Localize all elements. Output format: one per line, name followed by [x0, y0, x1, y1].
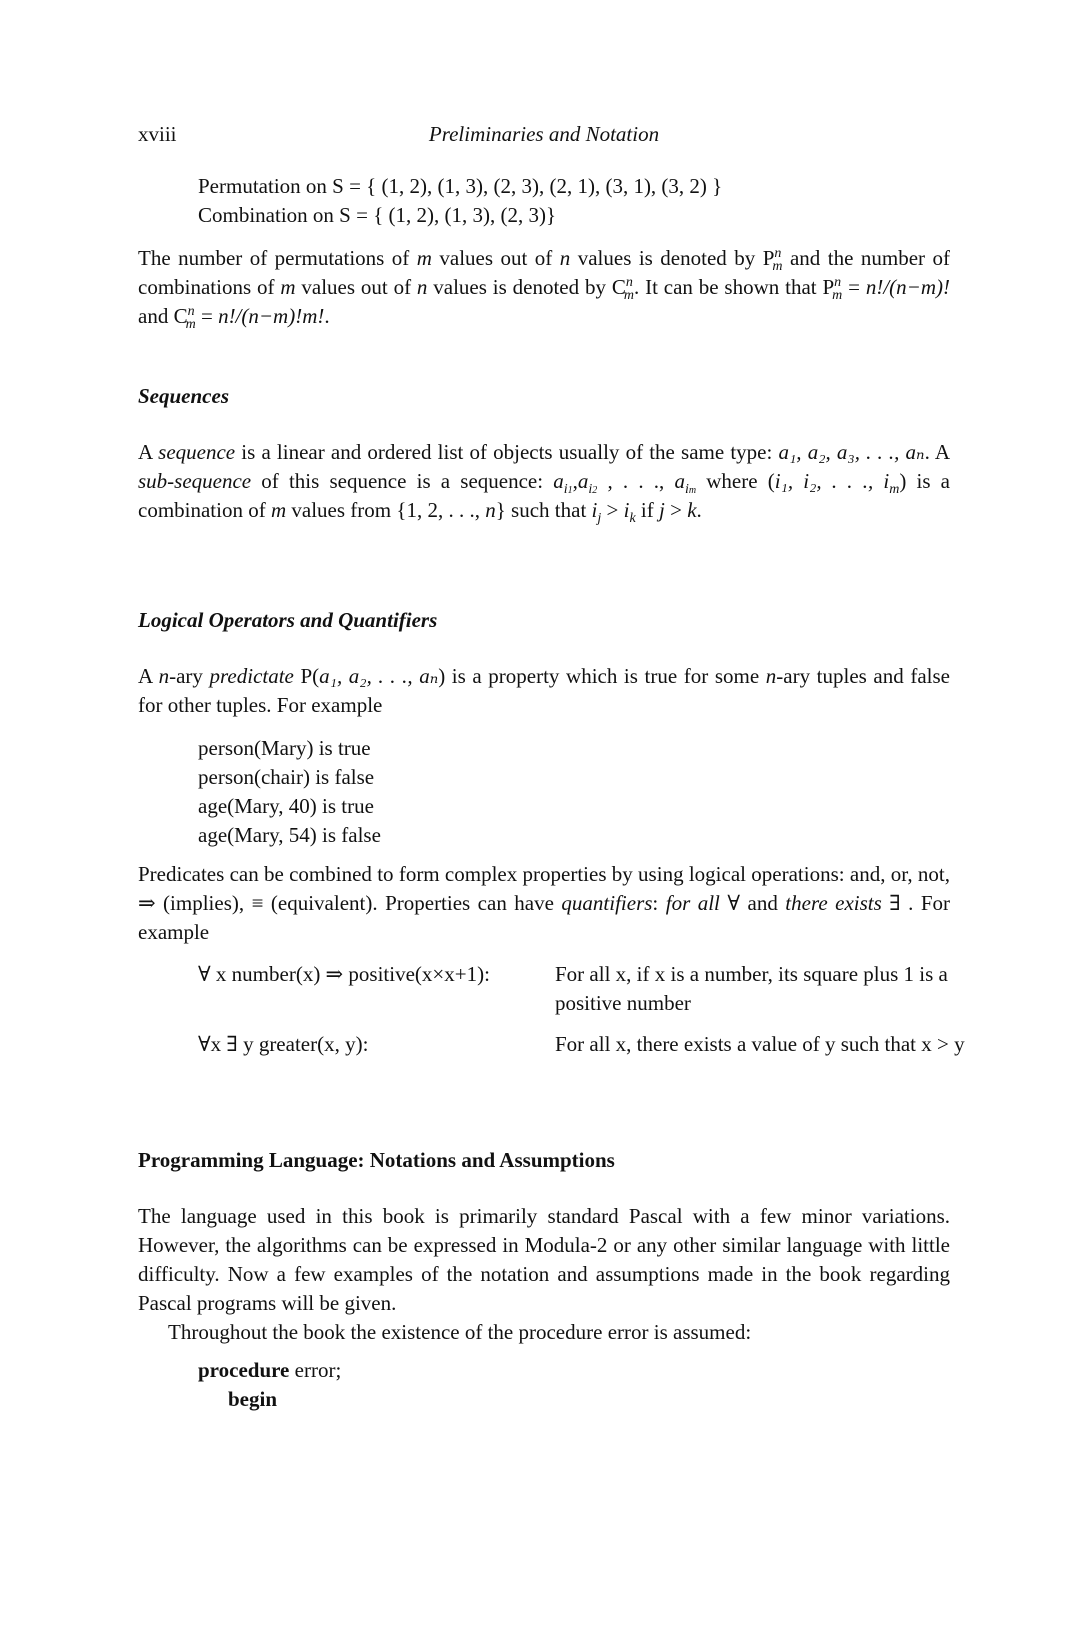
page-number: xviii [138, 122, 177, 146]
page-header [138, 120, 950, 150]
predicate-paragraph: A n-ary predictate P(a₁, a₂, . . ., aₙ) is a property which is true for some n-ary tuples and false for other tuples. For example [138, 664, 950, 717]
sequences-heading: Sequences [138, 384, 229, 408]
running-title: Preliminaries and Notation [428, 122, 660, 146]
example-line: person(Mary) is true [198, 736, 371, 760]
formula-description: For all x, there exists a value of y such that x > y [555, 1032, 965, 1056]
code-example: procedure error; begin [198, 1358, 342, 1411]
programming-paragraph: The language used in this book is primarily standard Pascal with a few minor variations. However, the algorithms can be expressed in Modula-2 or any other similar language with little difficulty. Now a few examples of the notation and assumptions made in the book regarding Pascal programs will be given. Throughout the book the existence of the procedure error is assumed: [138, 1204, 950, 1344]
formula: ∀ x number(x) ⇒ positive(x×x+1): [198, 962, 490, 986]
example-line: age(Mary, 40) is true [198, 794, 374, 818]
programming-heading: Programming Language: Notations and Assumptions [138, 1148, 615, 1172]
operators-paragraph: Predicates can be combined to form complex properties by using logical operations: and, or, not, ⇒ (implies), ≡ (equivalent). Properties can have quantifiers: for all ∀ and there exists ∃ . For example [138, 862, 951, 944]
count-paragraph: The number of permutations of m values out of n values is denoted by $P^n_m$ and the number of combinations of m values out of n values is denoted by $C^n_m$. It can be shown that $P^n_m = n!/(n-m)$! and $C^n_m = n!/(n-m)!m$!. [138, 246, 950, 333]
quantifier-example-1 [138, 960, 1010, 1018]
example-line: age(Mary, 54) is false [198, 823, 381, 847]
formula-description: For all x, if x is a number, its square plus 1 is a positive number [555, 962, 948, 1015]
formula: ∀x ∃ y greater(x, y): [198, 1032, 369, 1056]
predicate-examples [138, 734, 1010, 850]
sequences-paragraph: A sequence is a linear and ordered list of objects usually of the same type: a₁, a₂, a₃, . . ., aₙ. A sub-sequence of this sequence is a sequence: $a_{i1},a_{i2}$ , . . ., $a_{im}$ where (i₁, i₂, . . ., $i_m$) is a combination of m values from {1, 2, . . ., n} such that $i_j > i_k$ if j > k. [138, 440, 951, 527]
logic-heading: Logical Operators and Quantifiers [138, 608, 438, 632]
permutation-line: Permutation on S = { (1, 2), (1, 3), (2, 3), (2, 1), (3, 1), (3, 2) } [198, 174, 723, 198]
example-line: person(chair) is false [198, 765, 375, 789]
combination-line: Combination on S = { (1, 2), (1, 3), (2, 3)} [198, 203, 557, 227]
quantifier-example-2 [138, 1030, 1010, 1059]
code-keyword: begin [228, 1387, 278, 1411]
code-keyword: procedure [198, 1358, 290, 1382]
set-examples [138, 172, 1010, 230]
